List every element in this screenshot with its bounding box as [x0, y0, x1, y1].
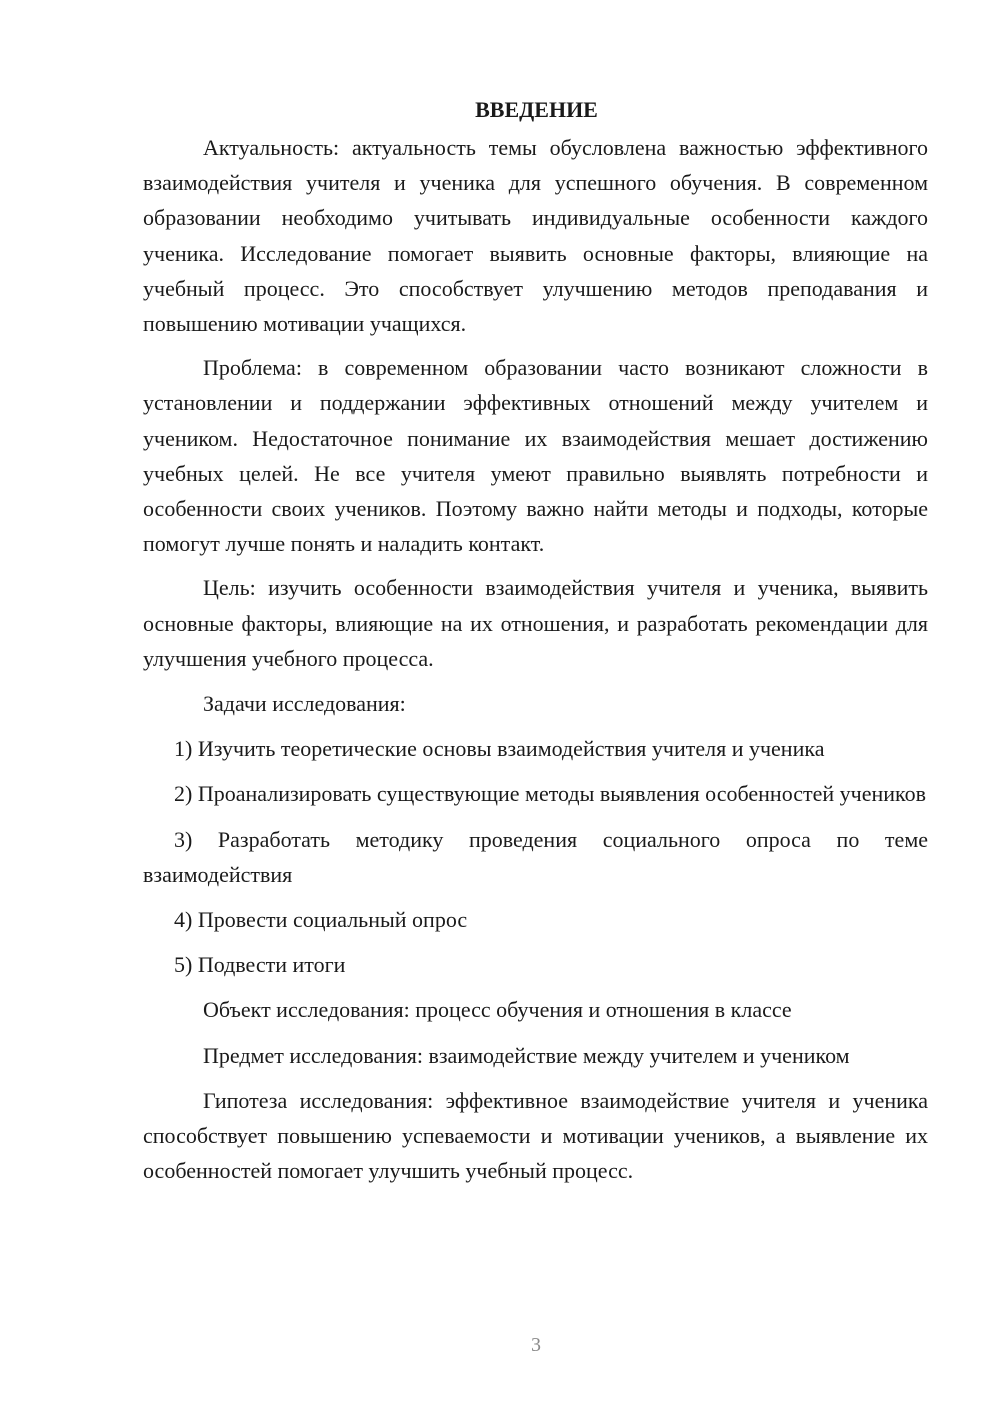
- task-item-2: 2) Проанализировать существующие методы выявления особенностей учеников: [174, 781, 926, 807]
- task-item-1: 1) Изучить теоретические основы взаимодействия учителя и ученика: [174, 736, 825, 762]
- page-title: ВВЕДЕНИЕ: [475, 97, 598, 122]
- goal-paragraph: Цель: изучить особенности взаимодействия учителя и ученика, выявить основные факторы, влияющие на их отношения, и разработать рекомендации для улучшения учебного процесса.: [143, 575, 928, 671]
- object-paragraph: Объект исследования: процесс обучения и отношения в классе: [203, 997, 792, 1023]
- page-number: 3: [531, 1334, 541, 1356]
- hypothesis-paragraph: Гипотеза исследования: эффективное взаимодействие учителя и ученика способствует повышению успеваемости и мотивации учеников, а выявление их особенностей помогает улучшить учебный процесс.: [143, 1087, 928, 1184]
- problem-paragraph: Проблема: в современном образовании часто возникают сложности в установлении и поддержании эффективных отношений между учителем и учеником. Недостаточное понимание их взаимодействия мешает достижению учебных целей. Не все учителя умеют правильно выявлять потребности и особенности своих учеников. Поэтому важно найти методы и подходы, которые помогут лучше понять и наладить контакт.: [143, 355, 928, 557]
- subject-paragraph: Предмет исследования: взаимодействие между учителем и учеником: [203, 1042, 850, 1068]
- task-item-4: 4) Провести социальный опрос: [174, 907, 468, 933]
- tasks-title: Задачи исследования:: [203, 691, 406, 717]
- document-page: [143, 92, 928, 1188]
- relevance-paragraph: Актуальность: актуальность темы обусловлена важностью эффективного взаимодействия учителя и ученика для успешного обучения. В современном образовании необходимо учитывать индивидуальные особенности каждого ученика. Исследование помогает выявить основные факторы, влияющие на учебный процесс. Это способствует улучшению методов преподавания и повышению мотивации учащихся.: [143, 135, 928, 337]
- task-item-5: 5) Подвести итоги: [174, 952, 346, 978]
- task-item-3: 3) Разработать методику проведения социального опроса по теме взаимодействия: [143, 826, 928, 887]
